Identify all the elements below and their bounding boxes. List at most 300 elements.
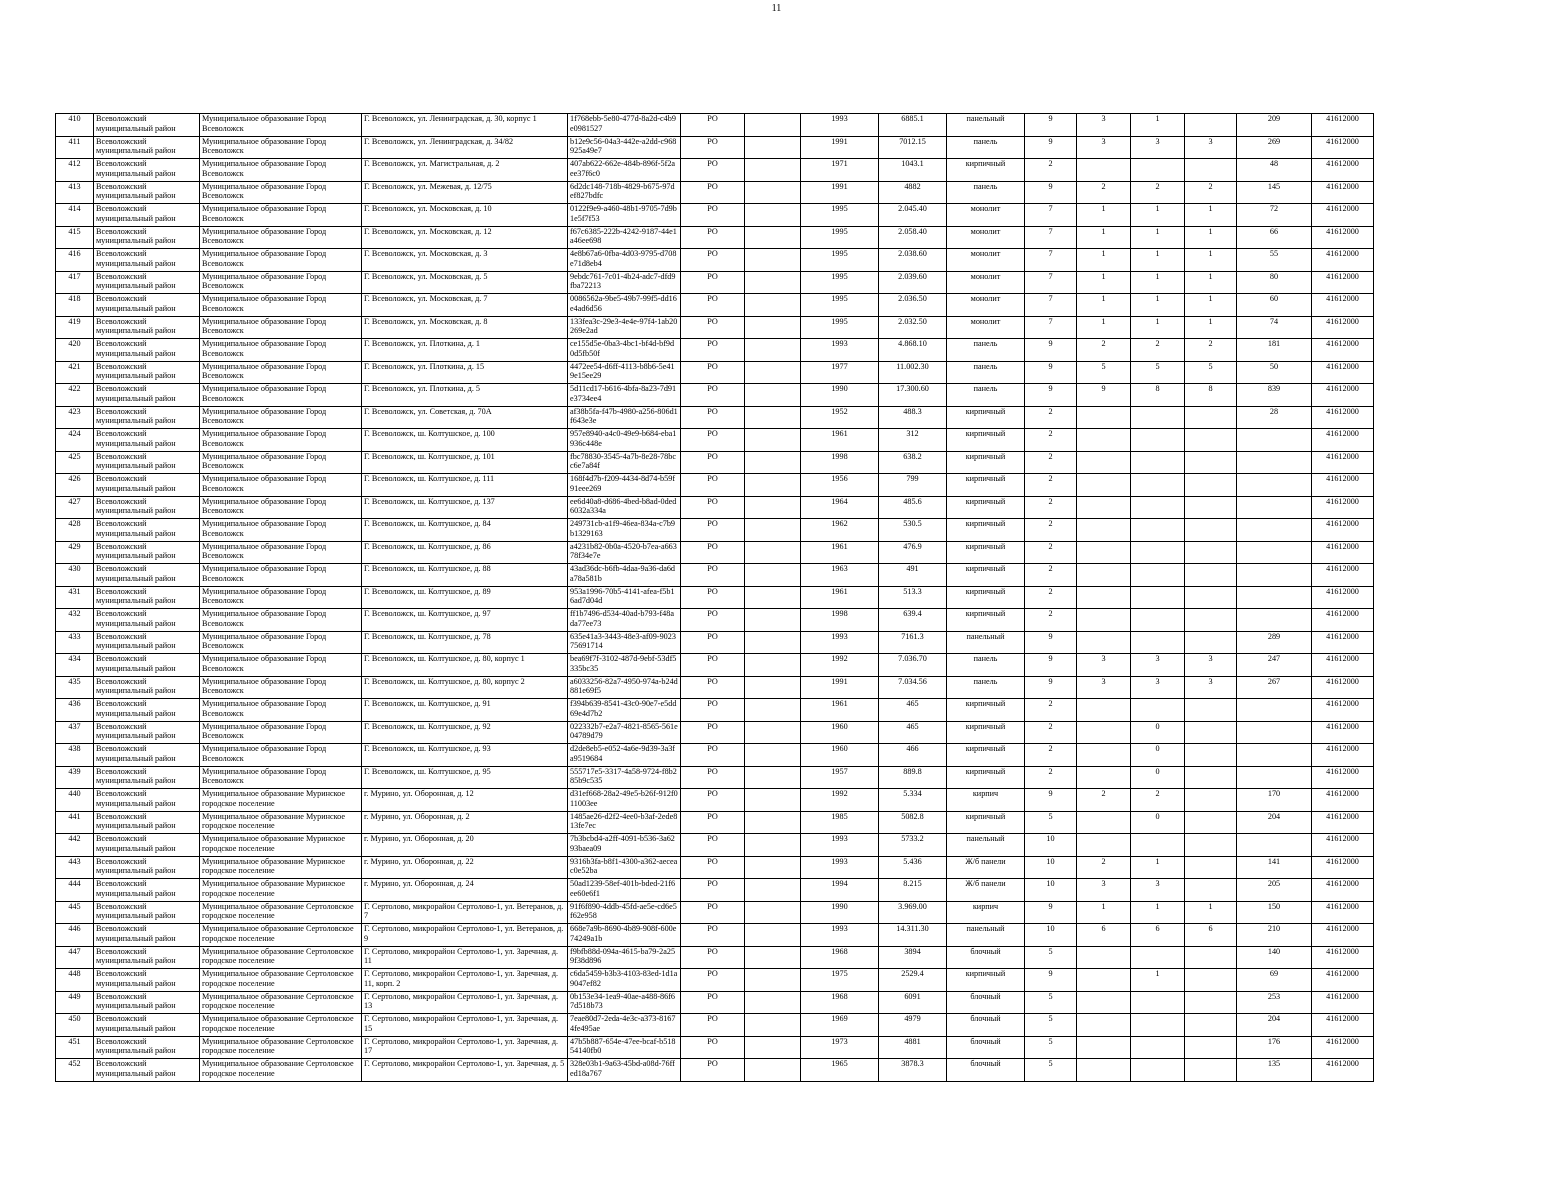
table-row [56,699,1374,722]
count-cell-1: 3 [1077,654,1131,677]
table-row [56,946,1374,969]
table-row [56,181,1374,204]
material-cell: кирпичный [947,519,1025,542]
area-cell: 7.036.70 [879,654,947,677]
empty-cell [745,1036,801,1059]
table-row [56,609,1374,632]
program-cell: РО [681,834,745,857]
address-cell: г. Мурино, ул. Оборонная, д. 22 [362,856,568,879]
floors-cell: 9 [1025,361,1077,384]
table-row [56,541,1374,564]
row-number: 436 [56,699,94,722]
okato-cell: 41612000 [1312,271,1374,294]
area-cell: 485.6 [879,496,947,519]
address-cell: Г. Всеволожск, ш. Колтушское, д. 93 [362,744,568,767]
program-cell: РО [681,541,745,564]
row-number: 430 [56,564,94,587]
municipality-cell: Муниципальное образование Город Всеволожск [200,271,362,294]
residents-cell: 74 [1237,316,1312,339]
program-cell: РО [681,496,745,519]
count-cell-1 [1077,496,1131,519]
address-cell: Г. Всеволожск, ул. Ленинградская, д. 30, корпус 1 [362,114,568,137]
okato-cell: 41612000 [1312,159,1374,182]
district-cell: Всеволожский муниципальный район [94,474,200,497]
district-cell: Всеволожский муниципальный район [94,496,200,519]
empty-cell [745,496,801,519]
year-cell: 1995 [801,316,879,339]
okato-cell: 41612000 [1312,384,1374,407]
count-cell-2: 0 [1131,766,1185,789]
material-cell: кирпичный [947,474,1025,497]
okato-cell: 41612000 [1312,249,1374,272]
program-cell: РО [681,384,745,407]
program-cell: РО [681,1059,745,1082]
residents-cell [1237,541,1312,564]
area-cell: 17.300.60 [879,384,947,407]
empty-cell [745,811,801,834]
floors-cell: 2 [1025,721,1077,744]
count-cell-2 [1131,609,1185,632]
okato-cell: 41612000 [1312,654,1374,677]
empty-cell [745,699,801,722]
empty-cell [745,946,801,969]
guid-cell: 407ab622-662e-484b-896f-5f2aee37f6c0 [568,159,681,182]
residents-cell: 66 [1237,226,1312,249]
count-cell-3: 3 [1185,654,1237,677]
residents-cell [1237,744,1312,767]
count-cell-1 [1077,474,1131,497]
count-cell-2: 0 [1131,744,1185,767]
residents-cell: 48 [1237,159,1312,182]
district-cell: Всеволожский муниципальный район [94,946,200,969]
row-number: 426 [56,474,94,497]
count-cell-2 [1131,406,1185,429]
municipality-cell: Муниципальное образование Город Всеволожск [200,181,362,204]
area-cell: 11.002.30 [879,361,947,384]
table-row [56,159,1374,182]
row-number: 445 [56,901,94,924]
material-cell: кирпич [947,789,1025,812]
area-cell: 2.058.40 [879,226,947,249]
year-cell: 1993 [801,924,879,947]
guid-cell: af38b5fa-f47b-4980-a256-806d1f643e3e [568,406,681,429]
empty-cell [745,474,801,497]
year-cell: 1991 [801,136,879,159]
row-number: 424 [56,429,94,452]
count-cell-3 [1185,879,1237,902]
material-cell: монолит [947,271,1025,294]
material-cell: панель [947,676,1025,699]
empty-cell [745,744,801,767]
floors-cell: 2 [1025,744,1077,767]
row-number: 417 [56,271,94,294]
empty-cell [745,1059,801,1082]
area-cell: 638.2 [879,451,947,474]
count-cell-1 [1077,721,1131,744]
okato-cell: 41612000 [1312,361,1374,384]
guid-cell: 668e7a9b-8690-4b89-908f-600e74249a1b [568,924,681,947]
guid-cell: 91f6f890-4ddb-45fd-ae5e-cd6e5f62e958 [568,901,681,924]
address-cell: Г. Всеволожск, ш. Колтушское, д. 95 [362,766,568,789]
floors-cell: 2 [1025,609,1077,632]
residents-cell [1237,429,1312,452]
row-number: 446 [56,924,94,947]
district-cell: Всеволожский муниципальный район [94,1059,200,1082]
count-cell-3: 2 [1185,339,1237,362]
year-cell: 1964 [801,496,879,519]
municipality-cell: Муниципальное образование Муринское городское поселение [200,811,362,834]
okato-cell: 41612000 [1312,1036,1374,1059]
floors-cell: 9 [1025,789,1077,812]
guid-cell: 43ad36dc-b6fb-4daa-9a36-da6da78a581b [568,564,681,587]
material-cell: блочный [947,991,1025,1014]
district-cell: Всеволожский муниципальный район [94,136,200,159]
count-cell-2: 2 [1131,339,1185,362]
count-cell-2 [1131,1014,1185,1037]
count-cell-1 [1077,159,1131,182]
material-cell: панельный [947,924,1025,947]
guid-cell: 7eae80d7-2eda-4e3c-a373-81674fe495ae [568,1014,681,1037]
year-cell: 1985 [801,811,879,834]
count-cell-3: 5 [1185,361,1237,384]
address-cell: Г. Всеволожск, ул. Плоткина, д. 5 [362,384,568,407]
address-cell: Г. Всеволожск, ш. Колтушское, д. 137 [362,496,568,519]
residents-cell [1237,721,1312,744]
page-number: 11 [771,3,782,14]
count-cell-1: 1 [1077,204,1131,227]
floors-cell: 10 [1025,879,1077,902]
area-cell: 889.8 [879,766,947,789]
table-row [56,316,1374,339]
municipality-cell: Муниципальное образование Сертоловское городское поселение [200,1036,362,1059]
residents-cell: 210 [1237,924,1312,947]
address-cell: Г. Всеволожск, ш. Колтушское, д. 84 [362,519,568,542]
row-number: 433 [56,631,94,654]
row-number: 434 [56,654,94,677]
address-cell: Г. Сертолово, микрорайон Сертолово-1, ул. Заречная, д. 17 [362,1036,568,1059]
okato-cell: 41612000 [1312,924,1374,947]
address-cell: Г. Всеволожск, ул. Московская, д. 3 [362,249,568,272]
row-number: 415 [56,226,94,249]
count-cell-3 [1185,114,1237,137]
table-row [56,564,1374,587]
okato-cell: 41612000 [1312,811,1374,834]
okato-cell: 41612000 [1312,226,1374,249]
count-cell-3: 3 [1185,136,1237,159]
district-cell: Всеволожский муниципальный район [94,519,200,542]
district-cell: Всеволожский муниципальный район [94,631,200,654]
guid-cell: 555717e5-3317-4a58-9724-f8b285b9c535 [568,766,681,789]
floors-cell: 7 [1025,226,1077,249]
empty-cell [745,631,801,654]
program-cell: РО [681,946,745,969]
count-cell-2 [1131,631,1185,654]
program-cell: РО [681,699,745,722]
residents-cell: 80 [1237,271,1312,294]
count-cell-1 [1077,406,1131,429]
count-cell-1 [1077,631,1131,654]
district-cell: Всеволожский муниципальный район [94,654,200,677]
year-cell: 1961 [801,586,879,609]
year-cell: 1960 [801,721,879,744]
count-cell-2: 3 [1131,136,1185,159]
material-cell: блочный [947,1036,1025,1059]
count-cell-3: 1 [1185,294,1237,317]
address-cell: г. Мурино, ул. Оборонная, д. 24 [362,879,568,902]
area-cell: 5.334 [879,789,947,812]
floors-cell: 5 [1025,991,1077,1014]
address-cell: г. Мурино, ул. Оборонная, д. 20 [362,834,568,857]
empty-cell [745,676,801,699]
empty-cell [745,294,801,317]
material-cell: блочный [947,1059,1025,1082]
district-cell: Всеволожский муниципальный район [94,969,200,992]
material-cell: панель [947,361,1025,384]
row-number: 428 [56,519,94,542]
district-cell: Всеволожский муниципальный район [94,159,200,182]
district-cell: Всеволожский муниципальный район [94,1014,200,1037]
row-number: 451 [56,1036,94,1059]
count-cell-3 [1185,856,1237,879]
area-cell: 513.3 [879,586,947,609]
table-row [56,226,1374,249]
table-row [56,496,1374,519]
floors-cell: 7 [1025,249,1077,272]
count-cell-3 [1185,811,1237,834]
area-cell: 2529.4 [879,969,947,992]
count-cell-1 [1077,766,1131,789]
district-cell: Всеволожский муниципальный район [94,294,200,317]
count-cell-2 [1131,564,1185,587]
material-cell: кирпичный [947,429,1025,452]
address-cell: Г. Всеволожск, ш. Колтушское, д. 97 [362,609,568,632]
address-cell: Г. Всеволожск, ш. Колтушское, д. 80, корпус 2 [362,676,568,699]
okato-cell: 41612000 [1312,181,1374,204]
residents-cell [1237,699,1312,722]
guid-cell: 1485ae26-d2f2-4ee0-b3af-2ede813fe7ec [568,811,681,834]
table-row [56,766,1374,789]
area-cell: 5082.8 [879,811,947,834]
okato-cell: 41612000 [1312,429,1374,452]
table-row [56,631,1374,654]
year-cell: 1995 [801,226,879,249]
floors-cell: 9 [1025,181,1077,204]
area-cell: 2.032.50 [879,316,947,339]
district-cell: Всеволожский муниципальный район [94,316,200,339]
floors-cell: 9 [1025,969,1077,992]
row-number: 447 [56,946,94,969]
municipality-cell: Муниципальное образование Сертоловское городское поселение [200,991,362,1014]
residents-cell: 839 [1237,384,1312,407]
address-cell: Г. Всеволожск, ул. Плоткина, д. 1 [362,339,568,362]
count-cell-3 [1185,834,1237,857]
residents-cell: 140 [1237,946,1312,969]
residents-cell: 209 [1237,114,1312,137]
residents-cell: 60 [1237,294,1312,317]
address-cell: Г. Всеволожск, ул. Московская, д. 10 [362,204,568,227]
count-cell-1 [1077,1014,1131,1037]
address-cell: Г. Всеволожск, ш. Колтушское, д. 88 [362,564,568,587]
district-cell: Всеволожский муниципальный район [94,879,200,902]
guid-cell: 0122f9e9-a460-48b1-9705-7d9b1e5f7f53 [568,204,681,227]
material-cell: монолит [947,204,1025,227]
row-number: 421 [56,361,94,384]
district-cell: Всеволожский муниципальный район [94,699,200,722]
table-row [56,136,1374,159]
count-cell-1 [1077,1059,1131,1082]
table-row [56,451,1374,474]
empty-cell [745,429,801,452]
count-cell-2 [1131,991,1185,1014]
empty-cell [745,541,801,564]
program-cell: РО [681,181,745,204]
okato-cell: 41612000 [1312,991,1374,1014]
area-cell: 465 [879,699,947,722]
count-cell-2: 1 [1131,204,1185,227]
count-cell-2: 8 [1131,384,1185,407]
floors-cell: 9 [1025,631,1077,654]
count-cell-3: 1 [1185,271,1237,294]
address-cell: Г. Всеволожск, ш. Колтушское, д. 91 [362,699,568,722]
table-row [56,294,1374,317]
count-cell-1: 9 [1077,384,1131,407]
row-number: 427 [56,496,94,519]
program-cell: РО [681,226,745,249]
area-cell: 1043.1 [879,159,947,182]
residents-cell [1237,834,1312,857]
municipality-cell: Муниципальное образование Сертоловское городское поселение [200,946,362,969]
year-cell: 1968 [801,991,879,1014]
address-cell: Г. Сертолово, микрорайон Сертолово-1, ул. Ветеранов, д. 9 [362,924,568,947]
district-cell: Всеволожский муниципальный район [94,384,200,407]
count-cell-3: 1 [1185,249,1237,272]
table-row [56,991,1374,1014]
material-cell: панель [947,654,1025,677]
floors-cell: 7 [1025,294,1077,317]
program-cell: РО [681,1014,745,1037]
district-cell: Всеволожский муниципальный район [94,766,200,789]
guid-cell: 4472ee54-d6ff-4113-b8b6-5e419e15ee29 [568,361,681,384]
municipality-cell: Муниципальное образование Город Всеволожск [200,699,362,722]
table-row [56,204,1374,227]
address-cell: Г. Всеволожск, ш. Колтушское, д. 100 [362,429,568,452]
okato-cell: 41612000 [1312,721,1374,744]
program-cell: РО [681,991,745,1014]
floors-cell: 9 [1025,901,1077,924]
floors-cell: 2 [1025,451,1077,474]
count-cell-3: 6 [1185,924,1237,947]
okato-cell: 41612000 [1312,879,1374,902]
material-cell: монолит [947,316,1025,339]
area-cell: 799 [879,474,947,497]
table-row [56,271,1374,294]
count-cell-3 [1185,631,1237,654]
material-cell: панельный [947,631,1025,654]
count-cell-1: 3 [1077,114,1131,137]
count-cell-1: 3 [1077,136,1131,159]
empty-cell [745,451,801,474]
okato-cell: 41612000 [1312,609,1374,632]
row-number: 418 [56,294,94,317]
municipality-cell: Муниципальное образование Город Всеволожск [200,429,362,452]
area-cell: 530.5 [879,519,947,542]
count-cell-3 [1185,586,1237,609]
count-cell-3: 2 [1185,181,1237,204]
municipality-cell: Муниципальное образование Город Всеволожск [200,586,362,609]
count-cell-1 [1077,451,1131,474]
residents-cell: 289 [1237,631,1312,654]
guid-cell: 4e8b67a6-0fba-4d03-9795-d708e71d8eb4 [568,249,681,272]
program-cell: РО [681,721,745,744]
program-cell: РО [681,429,745,452]
material-cell: кирпичный [947,564,1025,587]
year-cell: 1969 [801,1014,879,1037]
municipality-cell: Муниципальное образование Город Всеволожск [200,744,362,767]
address-cell: Г. Всеволожск, ул. Ленинградская, д. 34/82 [362,136,568,159]
row-number: 443 [56,856,94,879]
count-cell-2 [1131,451,1185,474]
address-cell: Г. Всеволожск, ш. Колтушское, д. 80, корпус 1 [362,654,568,677]
count-cell-2: 1 [1131,294,1185,317]
floors-cell: 9 [1025,114,1077,137]
year-cell: 1993 [801,339,879,362]
guid-cell: d31ef668-28a2-49e5-b26f-912f011003ee [568,789,681,812]
row-number: 423 [56,406,94,429]
residents-cell: 267 [1237,676,1312,699]
area-cell: 2.039.60 [879,271,947,294]
okato-cell: 41612000 [1312,969,1374,992]
okato-cell: 41612000 [1312,744,1374,767]
material-cell: кирпичный [947,721,1025,744]
residents-cell: 141 [1237,856,1312,879]
floors-cell: 5 [1025,811,1077,834]
municipality-cell: Муниципальное образование Город Всеволожск [200,361,362,384]
row-number: 414 [56,204,94,227]
count-cell-3: 8 [1185,384,1237,407]
row-number: 425 [56,451,94,474]
count-cell-1 [1077,564,1131,587]
program-cell: РО [681,744,745,767]
floors-cell: 2 [1025,541,1077,564]
floors-cell: 9 [1025,339,1077,362]
material-cell: кирпич [947,901,1025,924]
table-row [56,1014,1374,1037]
row-number: 441 [56,811,94,834]
empty-cell [745,159,801,182]
guid-cell: 328e03b1-9a63-45bd-a08d-76ffed18a767 [568,1059,681,1082]
municipality-cell: Муниципальное образование Город Всеволожск [200,564,362,587]
material-cell: кирпичный [947,496,1025,519]
program-cell: РО [681,204,745,227]
guid-cell: ee6d40a8-d686-4bed-b8ad-0ded6032a334a [568,496,681,519]
municipality-cell: Муниципальное образование Город Всеволожск [200,384,362,407]
year-cell: 1977 [801,361,879,384]
area-cell: 8.215 [879,879,947,902]
count-cell-2: 2 [1131,789,1185,812]
residents-cell: 55 [1237,249,1312,272]
district-cell: Всеволожский муниципальный район [94,541,200,564]
count-cell-3 [1185,946,1237,969]
program-cell: РО [681,811,745,834]
floors-cell: 2 [1025,564,1077,587]
table-body [56,114,1374,1082]
floors-cell: 7 [1025,316,1077,339]
count-cell-1 [1077,991,1131,1014]
guid-cell: b12e9c56-04a3-442e-a2dd-c968925a49e7 [568,136,681,159]
count-cell-2: 1 [1131,316,1185,339]
residents-cell [1237,519,1312,542]
address-cell: Г. Сертолово, микрорайон Сертолово-1, ул. Ветеранов, д. 7 [362,901,568,924]
